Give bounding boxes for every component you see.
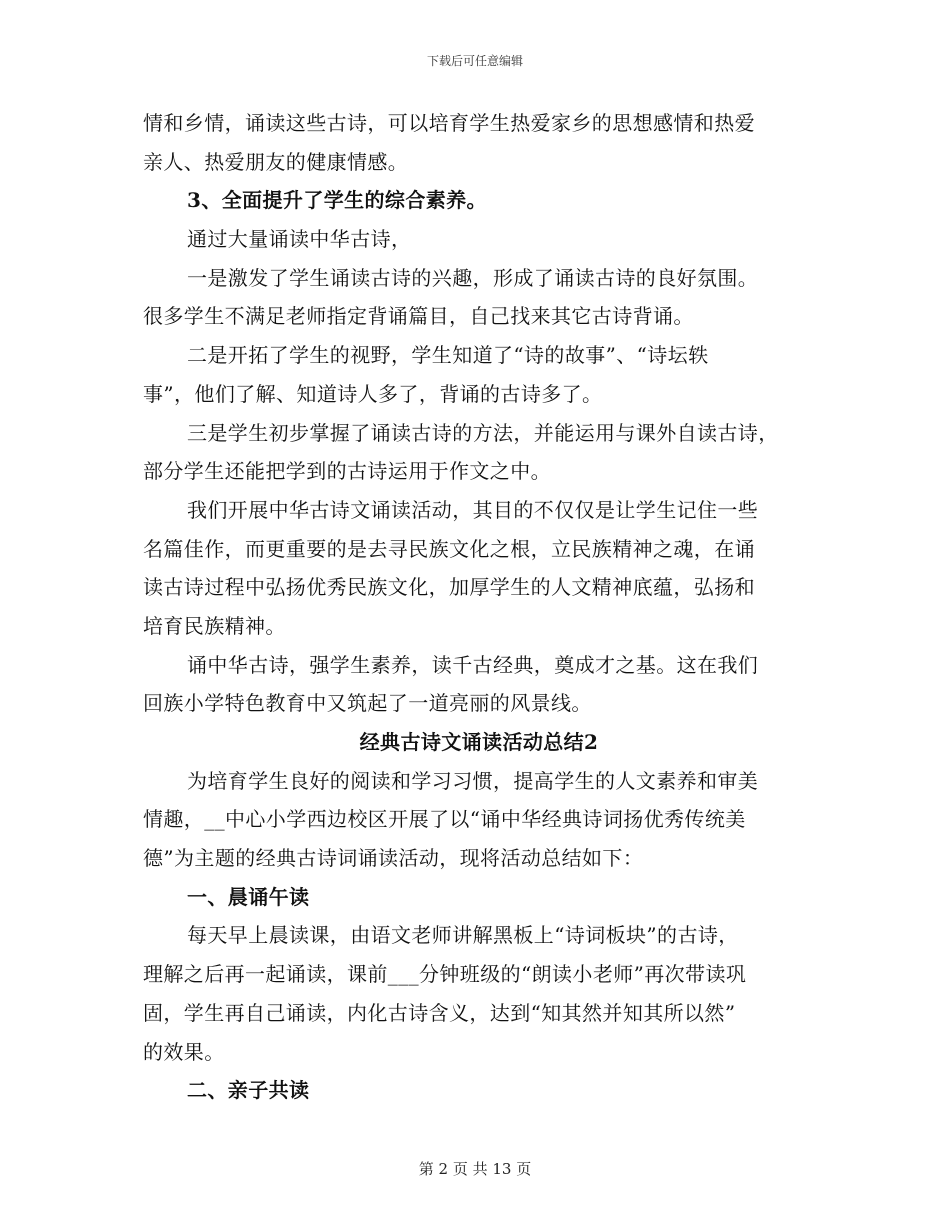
subheading: 3、全面提升了学生的综合素养。: [187, 188, 487, 213]
subheading: 二、亲子共读: [187, 1078, 310, 1103]
text-line: 情和乡情，诵读这些古诗，可以培育学生热爱家乡的思想感情和热爱: [143, 111, 755, 135]
document-body: [143, 104, 815, 1110]
text-line: 部分学生还能把学到的古诗运用于作文之中。: [143, 459, 551, 484]
text-line: 亲人、热爱朋友的健康情感。: [143, 149, 409, 174]
text-line: 一是激发了学生诵读古诗的兴趣，形成了诵读古诗的良好氛围。: [187, 265, 759, 290]
text-line: 的效果。: [143, 1039, 225, 1064]
text-line: 通过大量诵读中华古诗，: [187, 227, 412, 252]
text-line: 二是开拓了学生的视野，学生知道了“诗的故事”、“诗坛轶: [187, 343, 709, 368]
text-line: 事”，他们了解、知道诗人多了，背诵的古诗多了。: [143, 381, 603, 406]
text-line: 很多学生不满足老师指定背诵篇目，自己找来其它古诗背诵。: [143, 304, 694, 329]
text-line: 固，学生再自己诵读，内化古诗含义，达到“知其然并知其所以然”: [143, 1000, 736, 1025]
text-line: 德”为主题的经典古诗词诵读活动，现将活动总结如下：: [143, 846, 644, 871]
text-line: 回族小学特色教育中又筑起了一道亮丽的风景线。: [143, 691, 592, 716]
text-line: 理解之后再一起诵读，课前___分钟班级的“朗读小老师”再次带读巩: [143, 962, 747, 987]
section-title: 经典古诗文诵读活动总结2: [359, 730, 599, 754]
subheading: 一、晨诵午读: [187, 884, 310, 909]
text-line: 培育民族精神。: [143, 613, 286, 638]
page-footer-number: 第 2 页 共 13 页: [418, 1160, 532, 1178]
text-line: 三是学生初步掌握了诵读古诗的方法，并能运用与课外自读古诗，: [187, 420, 779, 445]
text-line: 我们开展中华古诗文诵读活动，其目的不仅仅是让学生记住一些: [187, 497, 759, 522]
text-line: 为培育学生良好的阅读和学习习惯，提高学生的人文素养和审美: [187, 768, 759, 793]
text-line: 诵中华古诗，强学生素养，读千古经典，奠成才之基。这在我们: [187, 652, 759, 677]
text-line: 名篇佳作，而更重要的是去寻民族文化之根，立民族精神之魂，在诵: [143, 536, 755, 561]
text-line: 情趣，__中心小学西边校区开展了以“诵中华经典诗词扬优秀传统美: [143, 807, 746, 832]
text-line: 读古诗过程中弘扬优秀民族文化，加厚学生的人文精神底蕴，弘扬和: [143, 575, 755, 600]
page-header-note: 下载后可任意编辑: [426, 54, 523, 68]
text-line: 每天早上晨读课，由语文老师讲解黑板上“诗词板块”的古诗，: [187, 923, 739, 948]
